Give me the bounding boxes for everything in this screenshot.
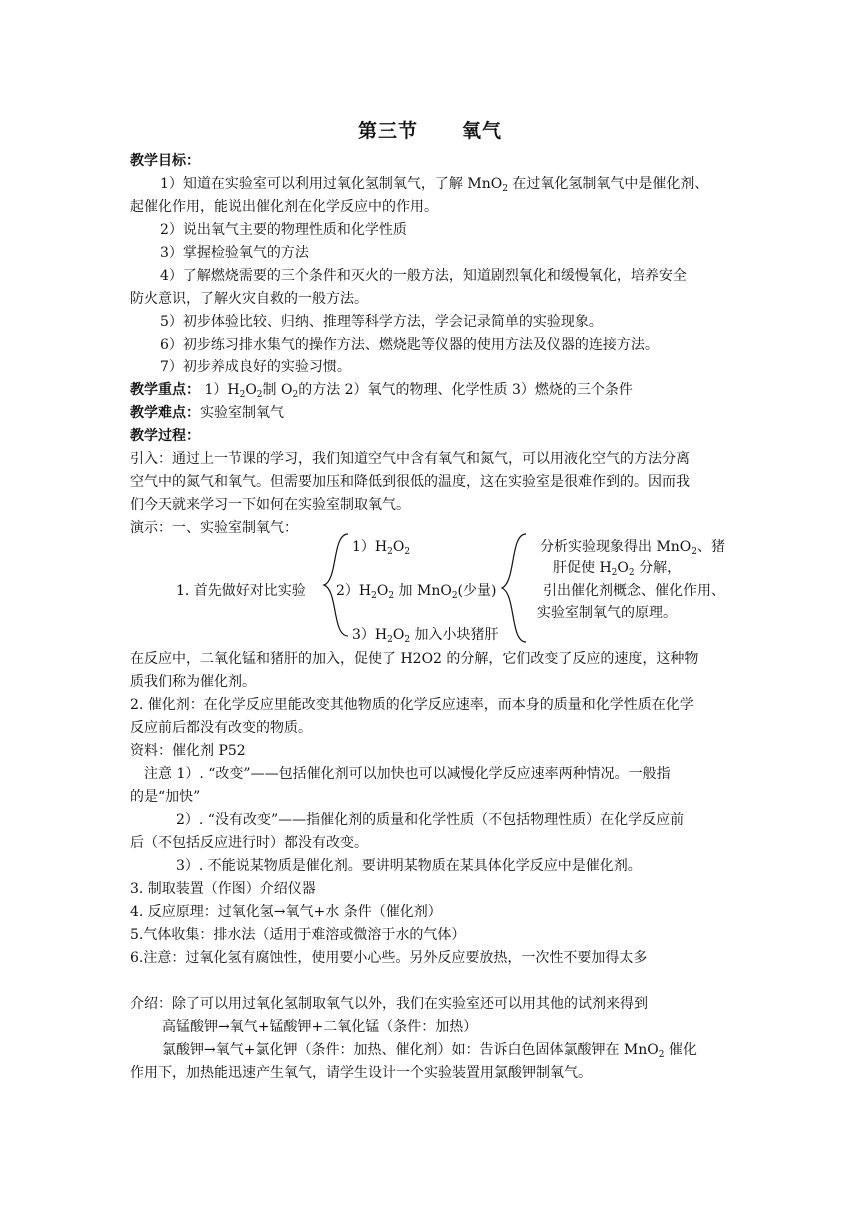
section-number: 第三节 (357, 120, 418, 142)
process-heading: 教学过程： (130, 428, 200, 444)
goal-1-cont: 起催化作用，能说出催化剂在化学反应中的作用。 (130, 199, 438, 215)
body-line-7: 的是“加快” (130, 789, 201, 805)
body-line-1: 在反应中，二氧化锰和猪肝的加入，促使了 H2O2 的分解，它们改变了反应的速度，这种物 (130, 651, 699, 667)
body-line-8: 2）. “没有改变”——指催化剂的质量和化学性质（不包括物理性质）在化学反应前 (176, 812, 685, 828)
result-line-2: 肝促使 $H_2O_2$ 分解， (553, 560, 682, 578)
body-line-4: 反应前后都没有改变的物质。 (130, 720, 312, 736)
key-points: 教学重点： $1)H_2O_2$制 $O_2$的方法 2）氧气的物理、化学性质 3）燃烧的三个条件 (130, 382, 633, 400)
body-line-13: 5.气体收集：排水法（适用于难溶或微溶于水的气体） (130, 927, 466, 943)
body-line-10: 3）. 不能说某物质是催化剂。要讲明某物质在某具体化学反应中是催化剂。 (176, 858, 642, 874)
difficulty-label: 教学难点： (130, 405, 200, 421)
experiment-item-1: $1)H_2O_2$ (352, 539, 411, 557)
body-line-5: 资料：催化剂 P52 (130, 743, 246, 759)
body-line-14: 6.注意：过氧化氢有腐蚀性，使用要小心些。另外反应要放热，一次性不要加得太多 (130, 950, 648, 966)
result-line-4: 实验室制氧气的原理。 (537, 605, 677, 621)
goal-4-cont: 防火意识，了解火灾自救的一般方法。 (130, 291, 368, 307)
body-line-6: 注意 1）. “改变”——包括催化剂可以加快也可以减慢化学反应速率两种情况。一般指 (144, 766, 671, 782)
goal-1: 1）知道在实验室可以利用过氧化氢制氧气，了解 MnO$_2$ 在过氧化氢制氧气中是催化剂、 (160, 176, 709, 194)
section-topic: 氧气 (462, 120, 503, 142)
goal-4: 4）了解燃烧需要的三个条件和灭火的一般方法，知道剧烈氧化和缓慢氧化，培养安全 (160, 268, 687, 284)
body-line-12: 4. 反应原理：过氧化氢→氧气+水 条件（催化剂） (130, 904, 442, 920)
key-label: 教学重点： (130, 382, 200, 398)
experiment-item-3: $3)H_2O_2$ 加入小块猪肝 (352, 627, 499, 645)
body-line-16: 高锰酸钾→氧气+锰酸钾+二氧化锰（条件：加热） (162, 1019, 478, 1035)
experiment-lead: 1. 首先做好对比实验 (176, 583, 306, 599)
page-title (0, 116, 860, 143)
goal-3: 3）掌握检验氧气的方法 (160, 245, 309, 261)
body-line-3: 2. 催化剂：在化学反应里能改变其他物质的化学反应速率，而本身的质量和化学性质在化学 (130, 697, 694, 713)
goal-7: 7）初步养成良好的实验习惯。 (160, 359, 351, 375)
body-line-2: 质我们称为催化剂。 (130, 674, 256, 690)
intro-line-2: 空气中的氮气和氧气。但需要加压和降低到很低的温度，这在实验室是很难作到的。因而我 (130, 474, 690, 490)
result-line-3: 引出催化剂概念、催化作用、 (543, 583, 725, 599)
goals-heading: 教学目标： (130, 153, 200, 169)
goal-6: 6）初步练习排水集气的操作方法、燃烧匙等仪器的使用方法及仪器的连接方法。 (160, 337, 659, 353)
goal-5: 5）初步体验比较、归纳、推理等科学方法，学会记录简单的实验现象。 (160, 314, 603, 330)
result-line-1: 分析实验现象得出 MnO$_2$、猪 (540, 539, 726, 557)
body-line-11: 3. 制取装置（作图）介绍仪器 (130, 881, 316, 897)
difficulty: 教学难点：实验室制氧气 (130, 405, 284, 421)
body-line-9: 后（不包括反应进行时）都没有改变。 (130, 835, 368, 851)
intro-line-1: 引入：通过上一节课的学习，我们知道空气中含有氧气和氮气，可以用液化空气的方法分离 (130, 451, 690, 467)
experiment-item-2: $2)H_2O_2$ 加 MnO$_2$(少量) (336, 583, 497, 601)
right-brace-icon (500, 532, 530, 644)
body-line-17: 氯酸钾→氧气+氯化钾（条件：加热、催化剂）如：告诉白色固体氯酸钾在 MnO$_2$ 催化 (162, 1042, 697, 1060)
body-line-18: 作用下，加热能迅速产生氧气，请学生设计一个实验装置用氯酸钾制氧气。 (130, 1065, 592, 1081)
intro-line-3: 们今天就来学习一下如何在实验室制取氧气。 (130, 497, 410, 513)
body-line-15: 介绍：除了可以用过氧化氢制取氧气以外，我们在实验室还可以用其他的试剂来得到 (130, 996, 648, 1012)
goal-2: 2）说出氧气主要的物理性质和化学性质 (160, 222, 407, 238)
demo-heading: 演示：一、实验室制氧气： (130, 520, 298, 536)
